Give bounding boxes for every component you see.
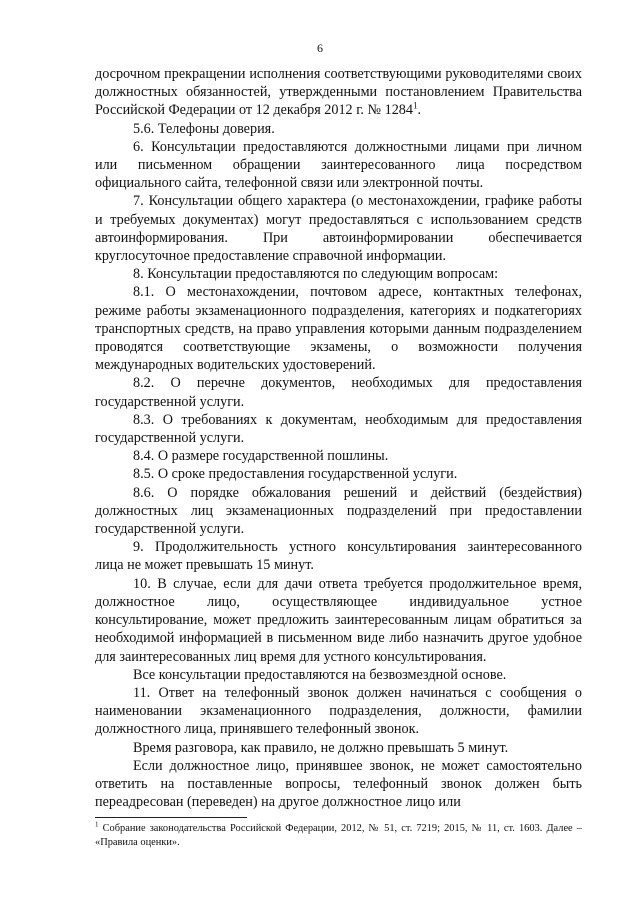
paragraph-11: 11. Ответ на телефонный звонок должен начинаться с сообщения о наименовании экзаменационного подразделения, должности, фамилии должностного лица, принявшего телефонный звонок. <box>95 684 582 738</box>
page-number: 6 <box>317 41 323 55</box>
footnote-separator <box>95 817 247 818</box>
document-body <box>95 65 582 811</box>
paragraph-6: 6. Консультации предоставляются должностными лицами при личном или письменном обращении заинтересованного лица посредством официального сайта, телефонной связи или электронной почты. <box>95 138 582 192</box>
paragraph-free-consultations: Все консультации предоставляются на безвозмездной основе. <box>133 666 507 683</box>
paragraph-9: 9. Продолжительность устного консультирования заинтересованного лица не может превышать 15 минут. <box>95 539 582 574</box>
paragraph-8: 8. Консультации предоставляются по следующим вопросам: <box>133 266 499 283</box>
paragraph-5-6: 5.6. Телефоны доверия. <box>133 120 275 137</box>
footnote <box>95 822 582 849</box>
footnote-text: Собрание законодательства Российской Федерации, 2012, № 51, ст. 7219; 2015, № 11, ст. 1603. Далее – «Правила оценки». <box>95 823 582 848</box>
paragraph-8-3: 8.3. О требованиях к документам, необходимым для предоставления государственной услуги. <box>95 411 582 447</box>
paragraph-8-1: 8.1. О местонахождении, почтовом адресе, контактных телефонах, режиме работы экзаменационного подразделения, категориях и подкатегориях транспортных средств, на право управления которыми данным подразделением проводятся соответствующие экзамены, о возможности получения международных водительских удостоверений. <box>95 284 582 374</box>
paragraph-continuation: досрочном прекращении исполнения соответствующими руководителями своих должностных обязанностей, утвержденными постановлением Правительства Российской Федерации от 12 декабря 2012 г. № 1284$^1$. <box>95 66 582 119</box>
paragraph-8-6: 8.6. О порядке обжалования решений и действий (бездействия) должностных лиц экзаменационных подразделений при предоставлении государственной услуги. <box>95 484 582 538</box>
paragraph-8-4: 8.4. О размере государственной пошлины. <box>133 448 389 465</box>
paragraph-10: 10. В случае, если для дачи ответа требуется продолжительное время, должностное лицо, осуществляющее индивидуальное устное консультирование, может предложить заинтересованным лицам обратиться за необходимой информацией в письменном виде либо назначить другое удобное для заинтересованных лиц время для устного консультирования. <box>95 575 582 665</box>
paragraph-8-2: 8.2. О перечне документов, необходимых для предоставления государственной услуги. <box>95 375 582 410</box>
footnote-marker: 1 <box>95 820 99 829</box>
paragraph-call-redirect: Если должностное лицо, принявшее звонок, не может самостоятельно ответить на поставленные вопросы, телефонный звонок должен быть переадресован (переведен) на другое должностное лицо или <box>95 757 582 811</box>
paragraph-7: 7. Консультации общего характера (о местонахождении, графике работы и требуемых документах) могут предоставляться с использованием средств автоинформирования. При автоинформировании обеспечивается круглосуточное предоставление справочной информации. <box>95 193 582 265</box>
paragraph-call-duration: Время разговора, как правило, не должно превышать 5 минут. <box>133 739 509 756</box>
paragraph-8-5: 8.5. О сроке предоставления государственной услуги. <box>133 466 458 483</box>
footnote-reference: 1 <box>412 100 418 111</box>
